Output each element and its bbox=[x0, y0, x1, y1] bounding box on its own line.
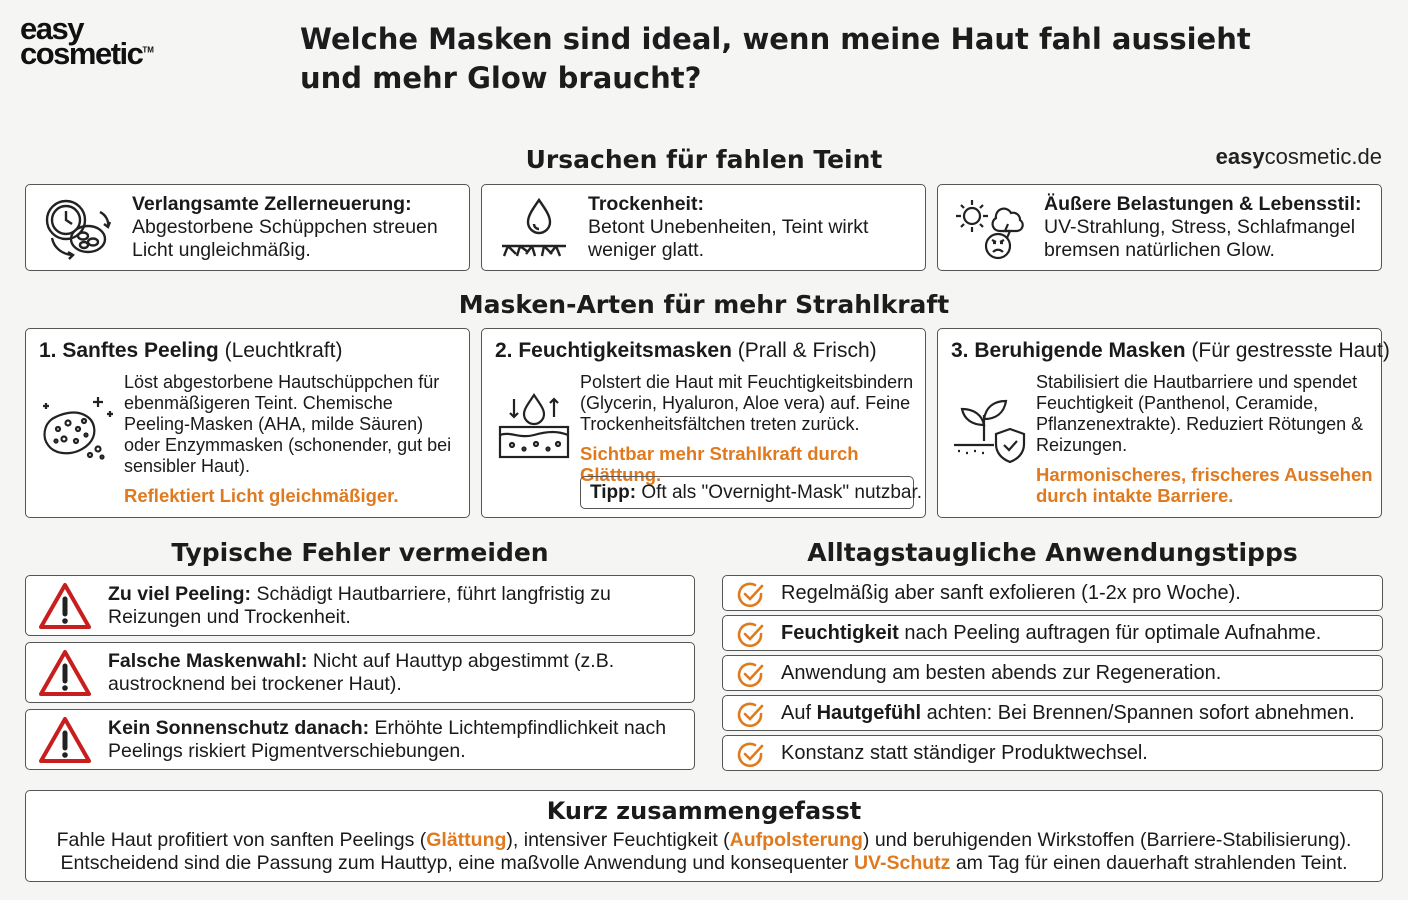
causes-heading: Ursachen für fahlen Teint bbox=[525, 145, 883, 174]
tip-item-4 bbox=[722, 695, 1383, 731]
tip-item-3 bbox=[722, 655, 1383, 691]
plant-shield-icon bbox=[950, 389, 1030, 469]
mask-body-2: Polstert die Haut mit Feuchtigkeitsbindern (Glycerin, Hyaluron, Aloe vera) auf. Feine Trockenheitsfältchen treten zurück. Sichtbar mehr Strahlkraft durch Glättung. bbox=[580, 372, 917, 485]
mistake-text-1: Zu viel Peeling: Schädigt Hautbarriere, führt langfristig zu Reizungen und Trockenheit. bbox=[108, 583, 611, 628]
mistakes-heading: Typische Fehler vermeiden bbox=[171, 538, 549, 567]
mask-title-1: 1. Sanftes Peeling (Leuchtkraft) bbox=[39, 339, 343, 362]
mask-card-1 bbox=[25, 328, 470, 518]
sponge-sparkle-icon bbox=[38, 389, 118, 469]
cause-text-3: Äußere Belastungen & Lebensstil: UV-Strahlung, Stress, Schlafmangel bremsen natürlichen Glow. bbox=[1044, 193, 1362, 261]
brand-logo bbox=[20, 11, 180, 72]
mask-highlight-2: Sichtbar mehr Strahlkraft durch Glättung. bbox=[580, 443, 859, 485]
tip-text-5: Konstanz statt ständiger Produktwechsel. bbox=[781, 742, 1148, 764]
mistake-card-1 bbox=[25, 575, 695, 636]
check-circle-icon bbox=[737, 621, 765, 649]
site-url[interactable]: easycosmetic.de bbox=[1215, 144, 1382, 169]
tip-text-4: Auf Hautgefühl achten: Bei Brennen/Spannen sofort abnehmen. bbox=[781, 702, 1355, 724]
mask-body-1: Löst abgestorbene Hautschüppchen für ebenmäßigeren Teint. Chemische Peeling-Masken (AHA, milde Säuren) oder Enzymmasken (schonender, gut bei sensibler Haut). Reflektiert Licht gleichmäßiger. bbox=[124, 372, 461, 506]
tips-heading: Alltagstaugliche Anwendungstipps bbox=[807, 538, 1298, 567]
logo-line-1: easy bbox=[20, 11, 83, 46]
check-circle-icon bbox=[737, 701, 765, 729]
tip-text-1: Regelmäßig aber sanft exfolieren (1-2x pro Woche). bbox=[781, 582, 1241, 604]
mask-title-3: 3. Beruhigende Masken (Für gestresste Haut) bbox=[951, 339, 1390, 362]
trademark: TM bbox=[142, 46, 154, 56]
mistake-card-3 bbox=[25, 709, 695, 770]
check-circle-icon bbox=[737, 581, 765, 609]
mask-highlight-3: Harmonischeres, frischeres Aussehen durch intakte Barriere. bbox=[1036, 464, 1373, 506]
tip-item-2 bbox=[722, 615, 1383, 651]
masks-heading: Masken-Arten für mehr Strahlkraft bbox=[458, 290, 950, 319]
check-circle-icon bbox=[737, 661, 765, 689]
cause-text-1: Verlangsamte Zellerneuerung: Abgestorbene Schüppchen streuen Licht ungleichmäßig. bbox=[132, 193, 438, 261]
overnight-tip: Tipp: Oft als "Overnight-Mask" nutzbar. bbox=[580, 476, 914, 509]
sun-storm-stress-icon bbox=[954, 194, 1026, 262]
mask-card-3 bbox=[937, 328, 1390, 518]
tip-item-5 bbox=[722, 735, 1383, 771]
cause-text-2: Trockenheit: Betont Unebenheiten, Teint wirkt weniger glatt. bbox=[588, 193, 869, 261]
check-circle-icon bbox=[737, 741, 765, 769]
tip-item-1 bbox=[722, 575, 1383, 611]
summary-text: Fahle Haut profitiert von sanften Peelings (Glättung), intensiver Feuchtigkeit (Aufpolsterung) und beruhigenden Wirkstoffen (Barriere-Stabilisierung). Entscheidend sind die Passung zum Hauttyp, eine maßvolle Anwendung und konsequenter UV-Schutz am Tag für einen dauerhaft strahlenden Teint. bbox=[56, 829, 1352, 874]
clock-cell-icon bbox=[42, 194, 114, 262]
dry-skin-drop-icon bbox=[498, 194, 570, 262]
mask-title-2: 2. Feuchtigkeitsmasken (Prall & Frisch) bbox=[495, 339, 877, 362]
moisture-skin-icon bbox=[494, 389, 574, 469]
mistake-text-2: Falsche Maskenwahl: Nicht auf Hauttyp abgestimmt (z.B. austrocknend bei trockener Haut). bbox=[108, 650, 615, 695]
mask-body-3: Stabilisiert die Hautbarriere und spendet Feuchtigkeit (Panthenol, Ceramide, Pflanzenextrakte). Reduziert Rötungen & Reizungen. Harmonischeres, frischeres Aussehen durch intakte Barriere. bbox=[1036, 372, 1373, 506]
cause-card-3 bbox=[937, 184, 1382, 271]
cause-card-2 bbox=[481, 184, 926, 271]
cause-card-1 bbox=[25, 184, 470, 271]
mistake-card-2 bbox=[25, 642, 695, 703]
summary-box bbox=[25, 790, 1383, 882]
mask-card-2 bbox=[481, 328, 926, 518]
mistake-text-3: Kein Sonnenschutz danach: Erhöhte Lichtempfindlichkeit nach Peelings riskiert Pigmentverschiebungen. bbox=[108, 717, 667, 762]
warning-icon bbox=[38, 649, 92, 697]
page-title: Welche Masken sind ideal, wenn meine Haut fahl aussieht und mehr Glow braucht? bbox=[300, 22, 1251, 95]
tip-text-2: Feuchtigkeit nach Peeling auftragen für optimale Aufnahme. bbox=[781, 622, 1322, 644]
warning-icon bbox=[38, 582, 92, 630]
logo-line-2: cosmetic™ bbox=[20, 36, 154, 72]
summary-heading: Kurz zusammengefasst bbox=[546, 797, 862, 825]
mask-highlight-1: Reflektiert Licht gleichmäßiger. bbox=[124, 485, 399, 506]
tip-text-3: Anwendung am besten abends zur Regeneration. bbox=[781, 662, 1222, 684]
warning-icon bbox=[38, 716, 92, 764]
